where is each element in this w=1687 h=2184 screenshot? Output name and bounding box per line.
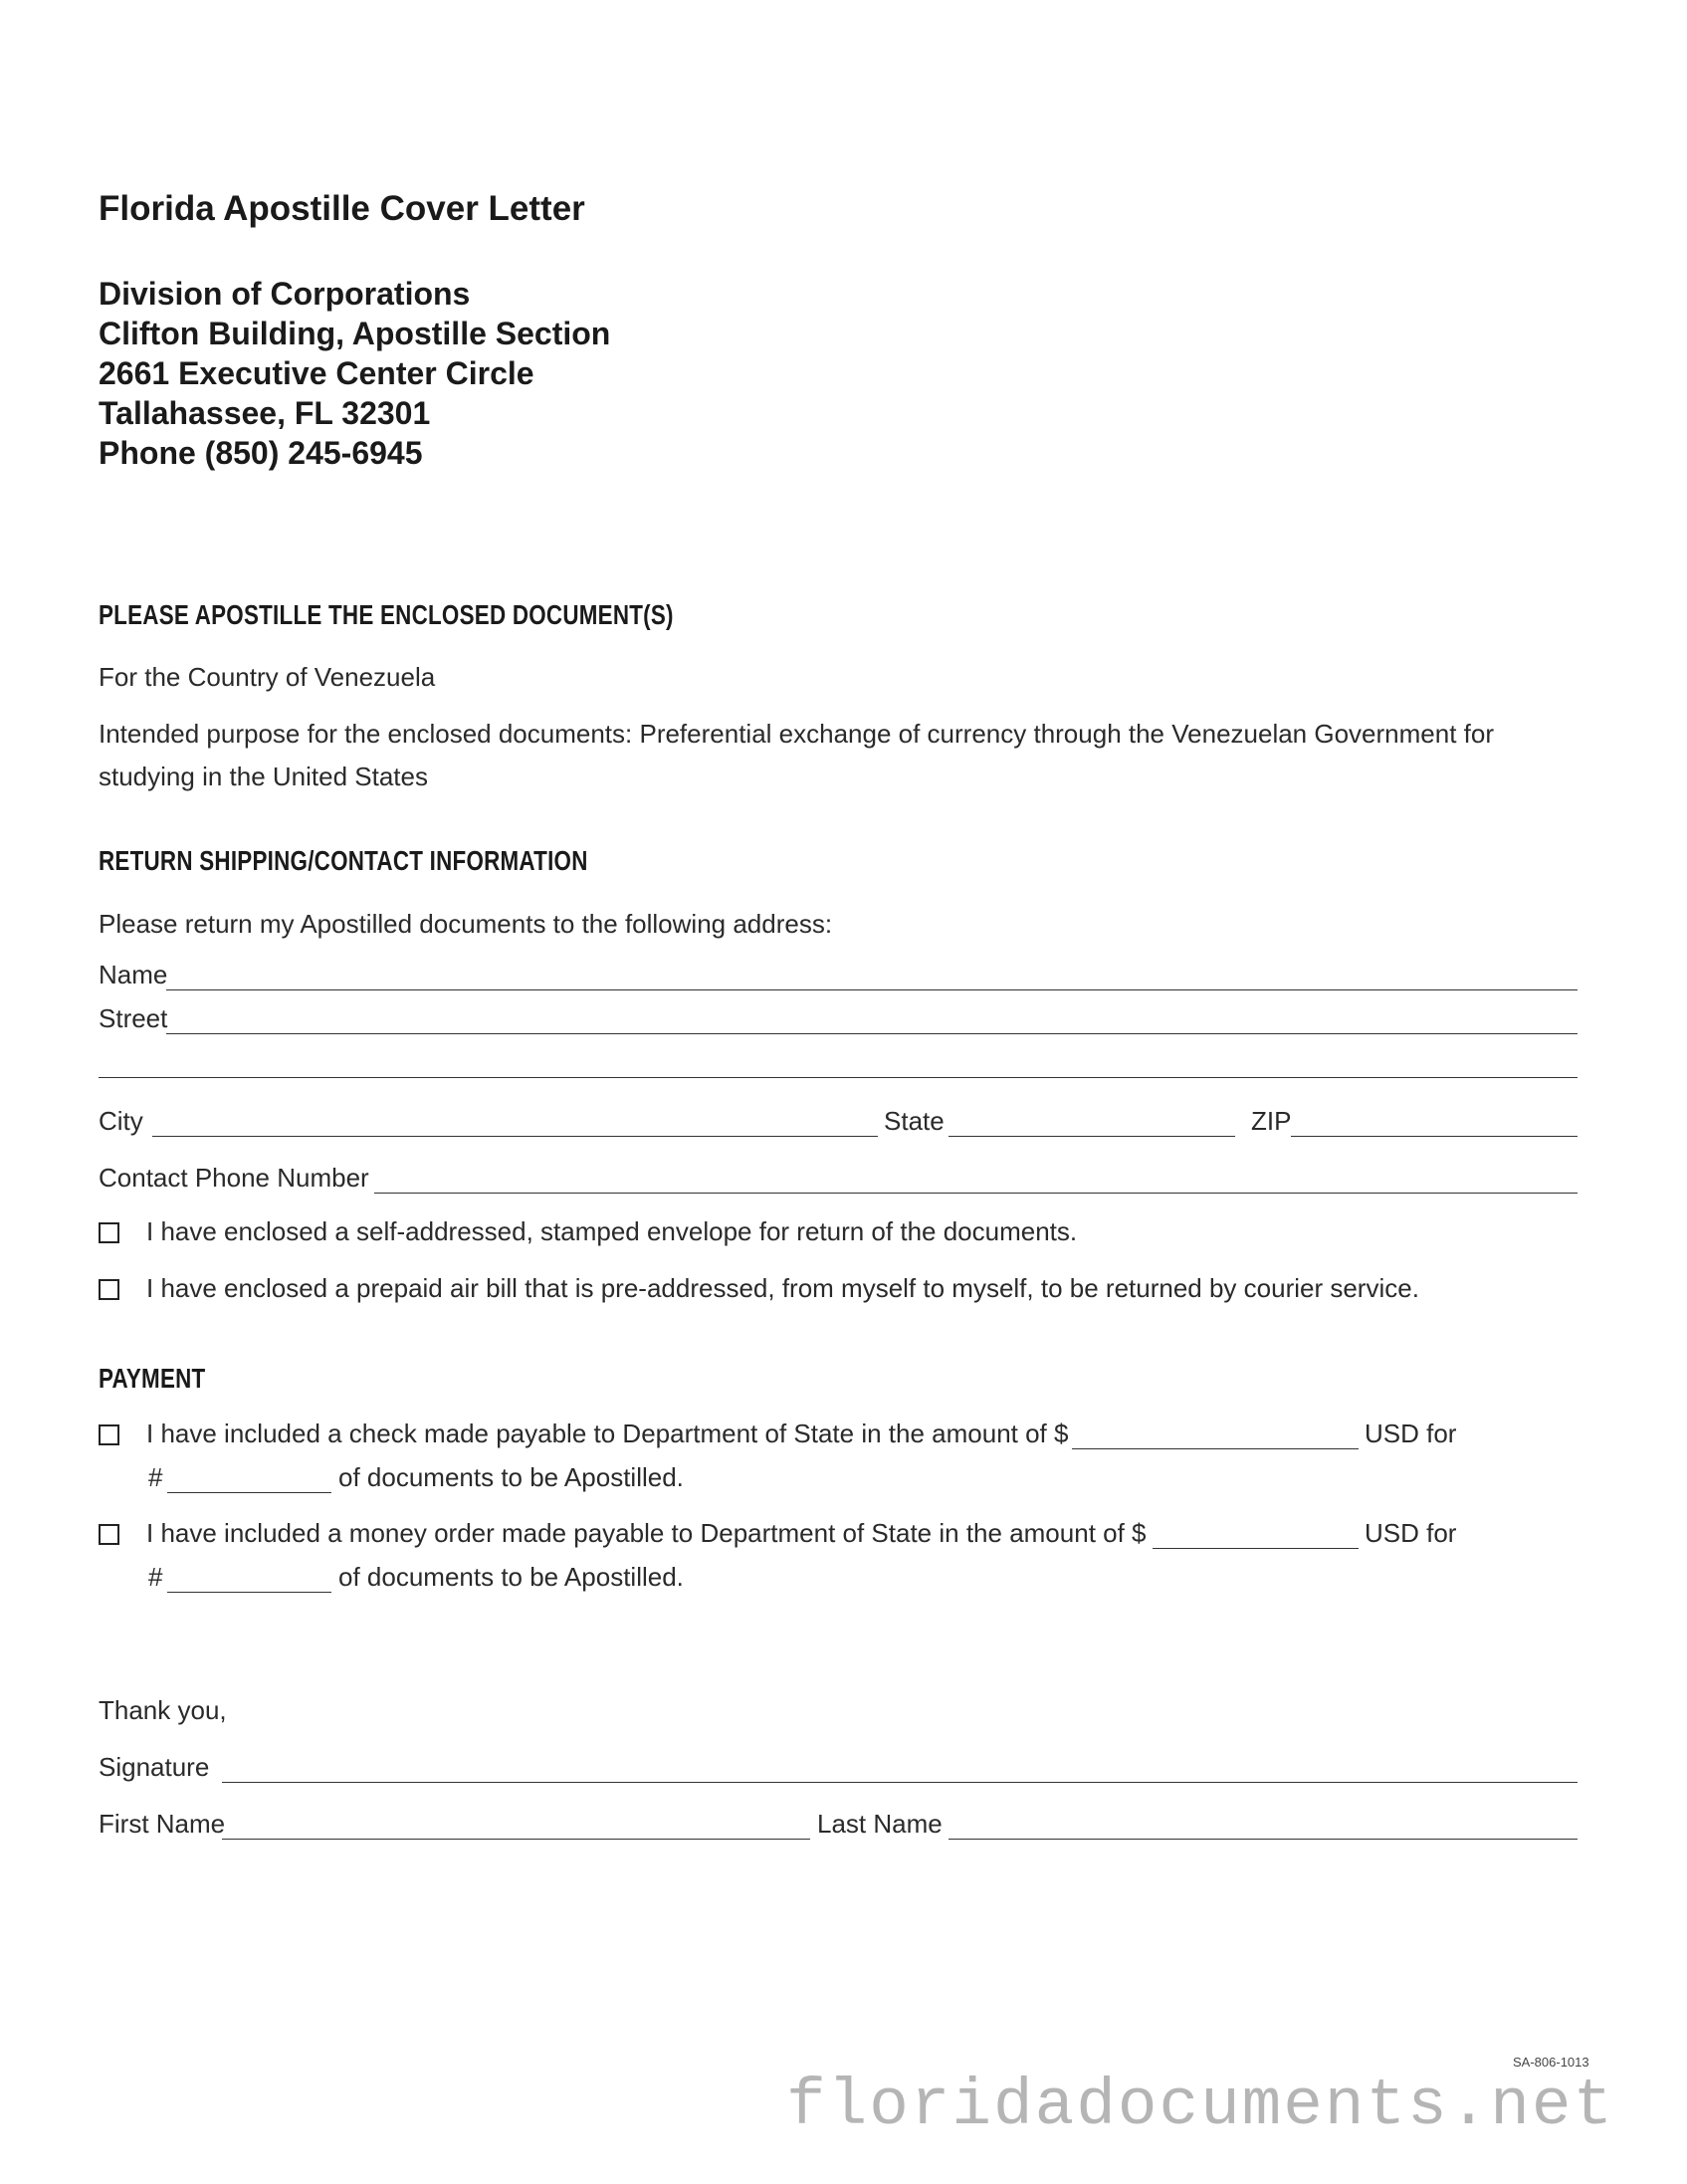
street-field[interactable] [166,1033,1578,1034]
street-label: Street [99,1003,168,1033]
city-label: City [99,1106,143,1136]
watermark: floridadocuments.net [786,2069,1615,2143]
check-payment-checkbox[interactable] [99,1424,119,1445]
money-order-usd-for-text: USD for [1365,1518,1457,1548]
check-usd-for-text: USD for [1365,1419,1457,1448]
zip-label: ZIP [1251,1106,1292,1136]
air-bill-checkbox[interactable] [99,1279,119,1300]
name-label: Name [99,960,168,989]
check-payment-text: I have included a check made payable to Department of State in the amount of $ [146,1419,1069,1448]
envelope-checkbox[interactable] [99,1222,119,1243]
money-order-docs-text: of documents to be Apostilled. [338,1562,684,1592]
first-name-label: First Name [99,1809,226,1839]
address-line-building: Clifton Building, Apostille Section [99,316,611,351]
section-heading-return-shipping: RETURN SHIPPING/CONTACT INFORMATION [99,845,588,876]
city-field[interactable] [152,1136,878,1137]
state-label: State [884,1106,945,1136]
money-order-checkbox[interactable] [99,1524,119,1545]
purpose-text-line2: studying in the United States [99,762,428,791]
name-field[interactable] [166,989,1578,990]
address-line-division: Division of Corporations [99,276,471,312]
thank-you-text: Thank you, [99,1695,227,1725]
money-order-hash-label: # [148,1562,163,1592]
state-field[interactable] [949,1136,1235,1137]
street-field-line2[interactable] [99,1077,1578,1078]
money-order-amount-field[interactable] [1153,1548,1359,1549]
signature-field[interactable] [222,1782,1578,1783]
office-address [99,274,610,473]
phone-field[interactable] [374,1193,1578,1194]
section-heading-payment: PAYMENT [99,1363,206,1394]
envelope-option-text: I have enclosed a self-addressed, stamped envelope for return of the documents. [146,1216,1078,1246]
check-docs-text: of documents to be Apostilled. [338,1462,684,1492]
country-text: For the Country of Venezuela [99,662,436,692]
address-line-street: 2661 Executive Center Circle [99,355,534,391]
check-doc-count-field[interactable] [167,1492,331,1493]
check-amount-field[interactable] [1072,1448,1359,1449]
return-intro-text: Please return my Apostilled documents to the following address: [99,909,833,939]
air-bill-option-text: I have enclosed a prepaid air bill that is pre-addressed, from myself to myself, to be returned by courier service. [146,1273,1419,1303]
money-order-doc-count-field[interactable] [167,1592,331,1593]
zip-field[interactable] [1291,1136,1578,1137]
address-line-phone: Phone (850) 245-6945 [99,435,423,471]
check-hash-label: # [148,1462,163,1492]
form-code: SA-806-1013 [1513,2055,1589,2070]
purpose-text-line1: Intended purpose for the enclosed documents: Preferential exchange of currency through the Venezuelan Government for [99,719,1494,749]
signature-label: Signature [99,1752,210,1782]
section-heading-apostille: PLEASE APOSTILLE THE ENCLOSED DOCUMENT(S) [99,599,674,630]
address-line-city: Tallahassee, FL 32301 [99,395,431,431]
money-order-text: I have included a money order made payable to Department of State in the amount of $ [146,1518,1147,1548]
phone-label: Contact Phone Number [99,1163,369,1193]
last-name-label: Last Name [817,1809,943,1839]
last-name-field[interactable] [949,1839,1578,1840]
first-name-field[interactable] [222,1839,810,1840]
document-title: Florida Apostille Cover Letter [99,189,585,228]
